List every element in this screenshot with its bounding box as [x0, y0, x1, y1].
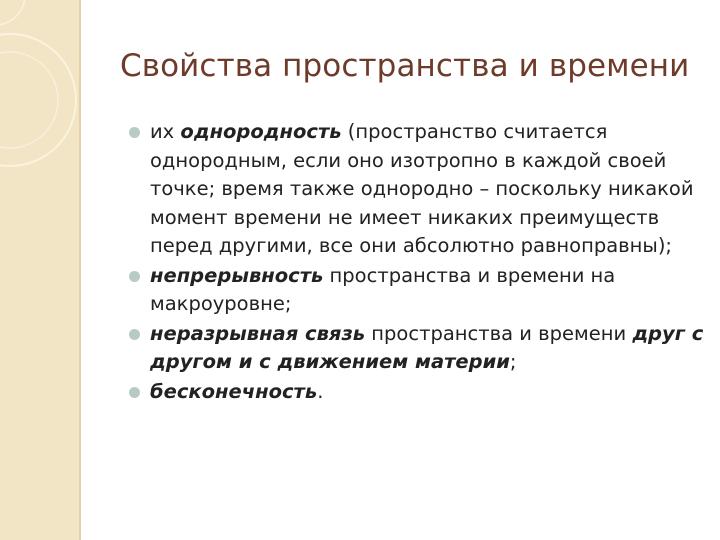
bullet-text-tail: .	[317, 379, 324, 403]
bullet-term-secondary: друг с другом и с движением материи	[150, 321, 704, 373]
bullet-item	[129, 118, 704, 261]
decorative-rings	[0, 0, 79, 540]
bullet-text-lead: их	[150, 120, 181, 143]
bullet-item	[129, 262, 704, 319]
bullet-text-tail: ;	[509, 350, 517, 373]
bullet-text: (пространство считается однородным, если оно изотропно в каждой своей точке; время также однородно – поскольку никакой момент времени не имеет никаких преимуществ перед другими, все они абсолютно равноправны);	[150, 120, 694, 257]
bullet-term: бесконечность	[150, 379, 318, 403]
bullet-text: пространства и времени	[365, 321, 633, 345]
bullet-item	[129, 320, 704, 377]
bullet-term: неразрывная связь	[150, 321, 366, 345]
bullet-icon	[129, 329, 140, 340]
bullet-list	[129, 118, 704, 407]
bullet-icon	[129, 127, 140, 138]
slide-title: Свойства пространства и времени	[120, 48, 690, 84]
bullet-term: однородность	[180, 120, 342, 143]
bullet-term: непрерывность	[150, 263, 324, 287]
bullet-icon	[129, 387, 140, 398]
bullet-text: пространства и времени на макроуровне;	[150, 263, 616, 315]
bullet-icon	[129, 271, 140, 282]
bullet-item	[129, 378, 704, 407]
side-panel-border	[79, 0, 81, 540]
